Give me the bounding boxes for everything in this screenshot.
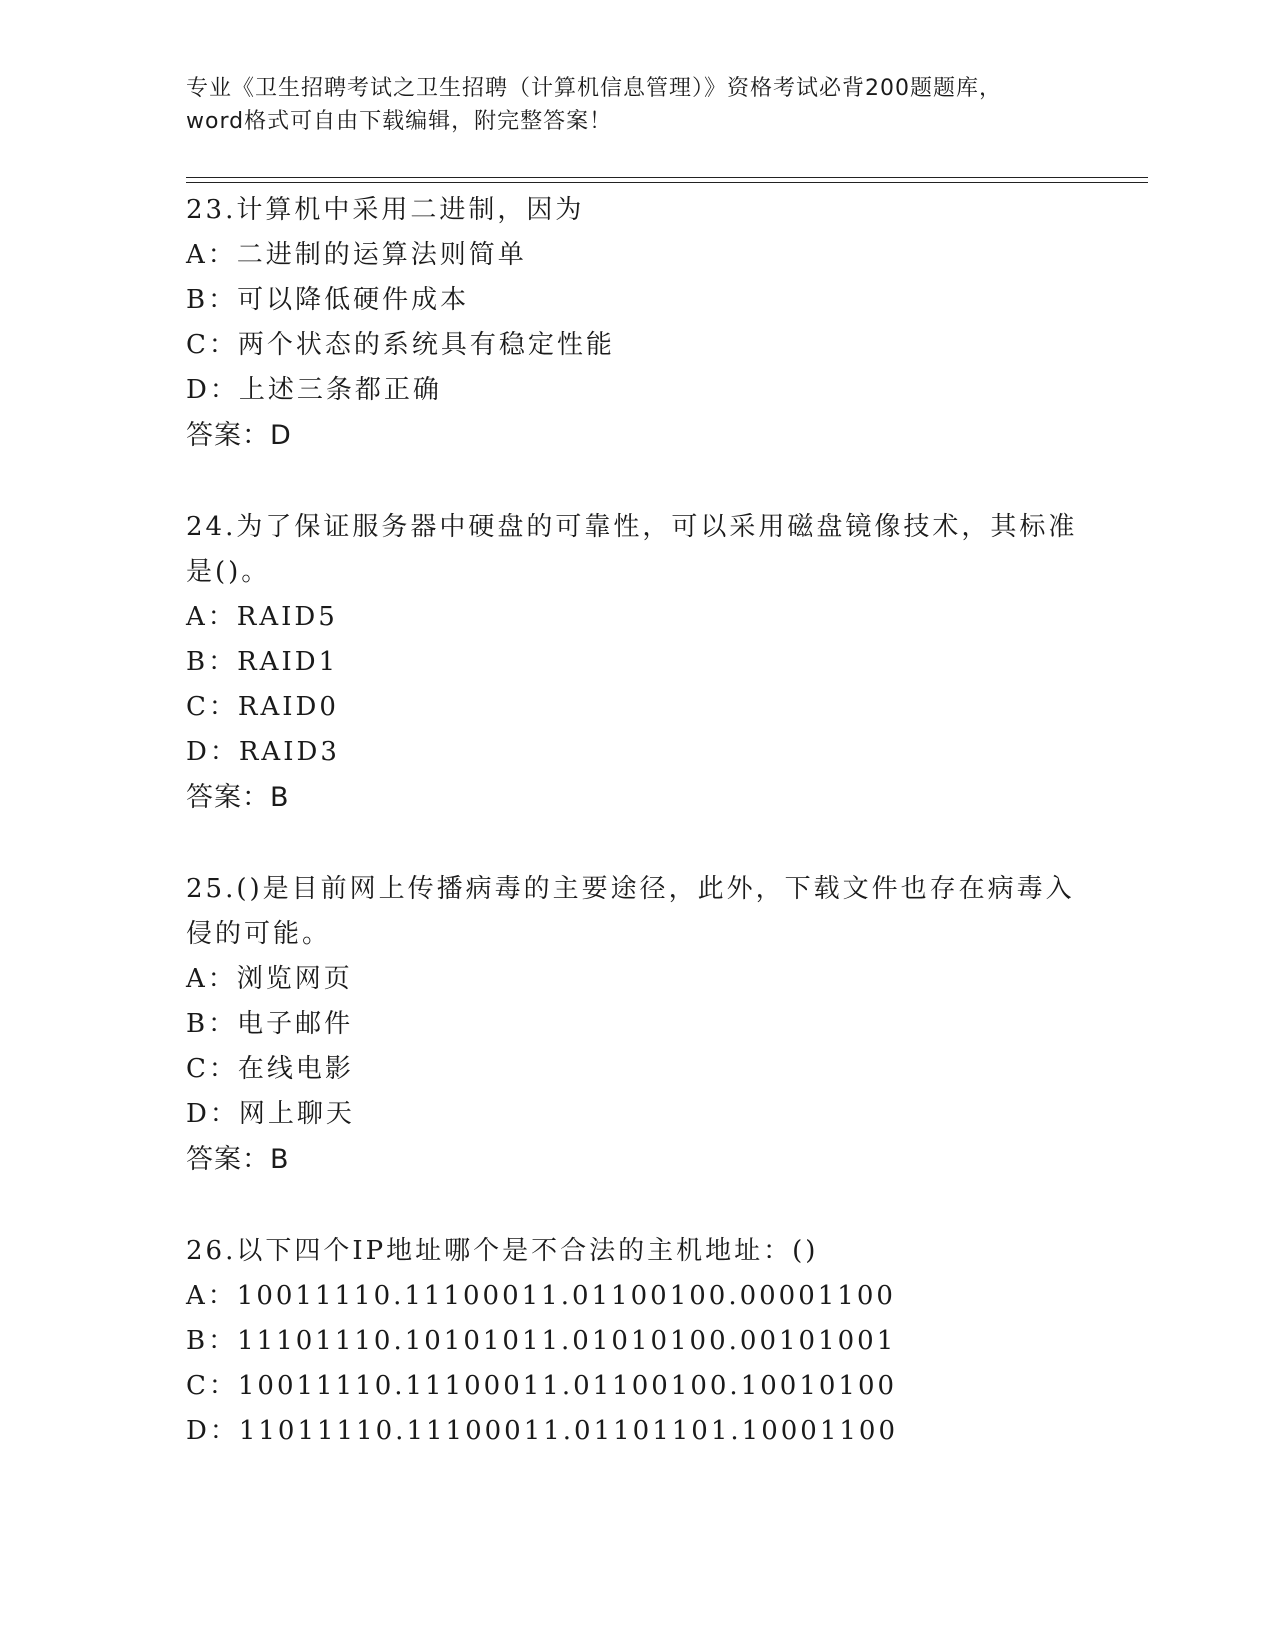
document-header	[186, 72, 1086, 138]
question-26	[186, 1229, 1086, 1454]
question-25	[186, 867, 1086, 1182]
question-stem: 24.为了保证服务器中硬盘的可靠性，可以采用磁盘镜像技术，其标准	[186, 512, 1078, 542]
option-a: A：浏览网页	[186, 964, 353, 994]
option-b: B：RAID1	[186, 647, 339, 677]
option-c: C：两个状态的系统具有稳定性能	[186, 330, 615, 360]
option-d: D：网上聊天	[186, 1099, 355, 1129]
header-line-2: word格式可自由下载编辑，附完整答案！	[186, 109, 613, 134]
option-a: A：10011110.11100011.01100100.00001100	[186, 1281, 896, 1311]
option-d: D：11011110.11100011.01101101.10001100	[186, 1416, 898, 1446]
question-stem-continued: 是()。	[186, 557, 271, 587]
question-stem-continued: 侵的可能。	[186, 919, 332, 949]
option-d: D：RAID3	[186, 737, 340, 767]
option-d: D：上述三条都正确	[186, 375, 442, 405]
option-b: B：可以降低硬件成本	[186, 285, 470, 315]
header-divider-bottom	[186, 182, 1148, 183]
answer-line: 答案：B	[186, 1144, 290, 1175]
question-stem: 23.计算机中采用二进制，因为	[186, 195, 585, 225]
answer-line: 答案：D	[186, 420, 292, 451]
option-a: A：二进制的运算法则简单	[186, 240, 527, 270]
question-stem: 26.以下四个IP地址哪个是不合法的主机地址：()	[186, 1236, 819, 1266]
option-a: A：RAID5	[186, 602, 338, 632]
header-divider-top	[186, 177, 1148, 178]
option-b: B：11101110.10101011.01010100.00101001	[186, 1326, 897, 1356]
question-stem: 25.()是目前网上传播病毒的主要途径，此外，下载文件也存在病毒入	[186, 874, 1075, 904]
question-24	[186, 505, 1086, 820]
answer-line: 答案：B	[186, 782, 290, 813]
option-c: C：10011110.11100011.01100100.10010100	[186, 1371, 898, 1401]
option-c: C：RAID0	[186, 692, 339, 722]
header-line-1: 专业《卫生招聘考试之卫生招聘（计算机信息管理）》资格考试必背200题题库，	[186, 76, 1002, 101]
question-23	[186, 188, 1086, 458]
option-b: B：电子邮件	[186, 1009, 354, 1039]
option-c: C：在线电影	[186, 1054, 354, 1084]
